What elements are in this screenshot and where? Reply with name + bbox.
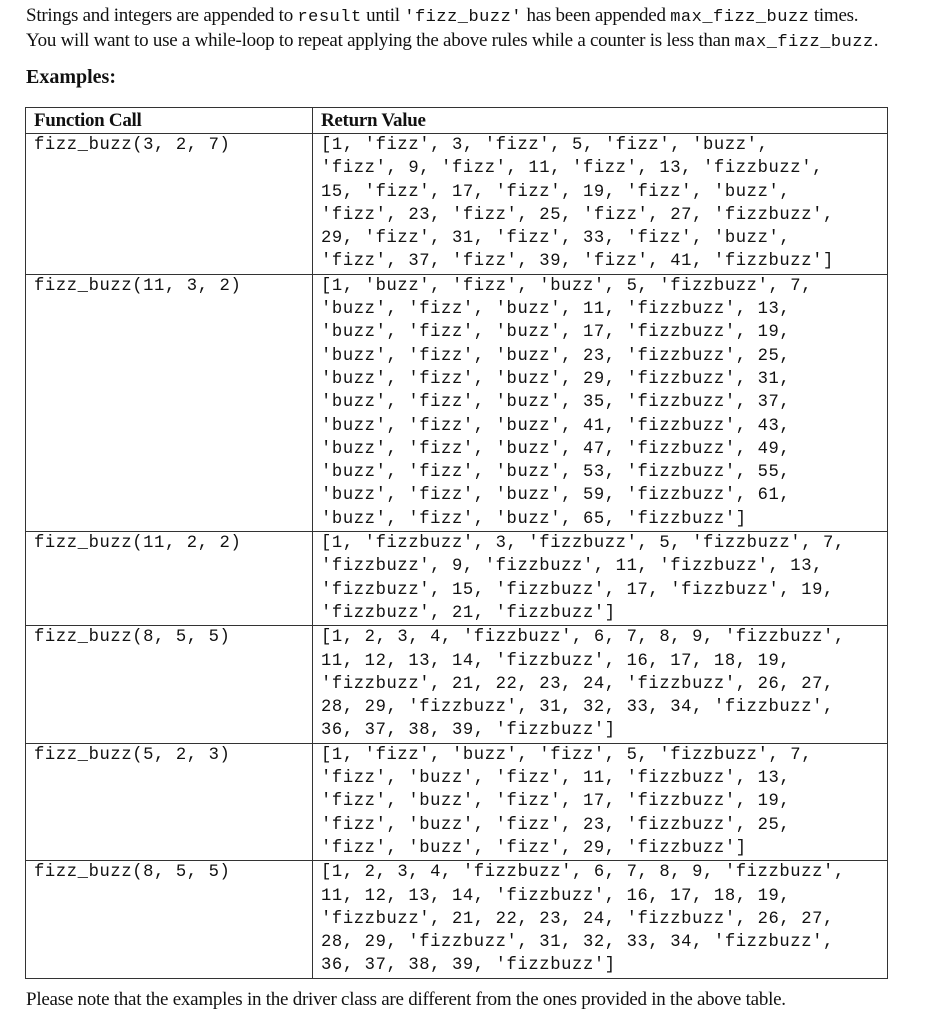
intro-text: until xyxy=(361,5,405,26)
table-row xyxy=(26,626,888,743)
header-function-call: Function Call xyxy=(26,108,313,134)
function-call-cell: fizz_buzz(8, 5, 5) xyxy=(26,626,313,743)
function-call-cell: fizz_buzz(8, 5, 5) xyxy=(26,861,313,978)
code-fizz-buzz-string: 'fizz_buzz' xyxy=(404,8,522,27)
return-value-cell: [1, 'buzz', 'fizz', 'buzz', 5, 'fizzbuzz', 7, 'buzz', 'fizz', 'buzz', 11, 'fizzbuzz', 13, 'buzz', 'fizz', 'buzz', 17, 'fizzbuzz', 19, 'buzz', 'fizz', 'buzz', 23, 'fizzbuzz', 25, 'buzz', 'fizz', 'buzz', 29, 'fizzbuzz', 31, 'buzz', 'fizz', 'buzz', 35, 'fizzbuzz', 37, 'buzz', 'fizz', 'buzz', 41, 'fizzbuzz', 43, 'buzz', 'fizz', 'buzz', 47, 'fizzbuzz', 49, 'buzz', 'fizz', 'buzz', 53, 'fizzbuzz', 55, 'buzz', 'fizz', 'buzz', 59, 'fizzbuzz', 61, 'buzz', 'fizz', 'buzz', 65, 'fizzbuzz'] xyxy=(313,274,888,531)
table-row xyxy=(26,743,888,860)
table-header-row xyxy=(26,108,888,134)
function-call-cell: fizz_buzz(3, 2, 7) xyxy=(26,134,313,275)
examples-table xyxy=(25,107,888,979)
intro-paragraph xyxy=(26,4,914,54)
function-call-cell: fizz_buzz(5, 2, 3) xyxy=(26,743,313,860)
table-row xyxy=(26,861,888,978)
intro-line-2 xyxy=(26,29,914,54)
table-row xyxy=(26,134,888,275)
return-value-cell: [1, 2, 3, 4, 'fizzbuzz', 6, 7, 8, 9, 'fizzbuzz', 11, 12, 13, 14, 'fizzbuzz', 16, 17, 18, 19, 'fizzbuzz', 21, 22, 23, 24, 'fizzbuzz', 26, 27, 28, 29, 'fizzbuzz', 31, 32, 33, 34, 'fizzbuzz', 36, 37, 38, 39, 'fizzbuzz'] xyxy=(313,861,888,978)
intro-text: . xyxy=(873,30,879,51)
function-call-cell: fizz_buzz(11, 3, 2) xyxy=(26,274,313,531)
header-return-value: Return Value xyxy=(313,108,888,134)
intro-text: times. xyxy=(809,5,859,26)
code-result: result xyxy=(297,8,362,27)
function-call-cell: fizz_buzz(11, 2, 2) xyxy=(26,532,313,626)
table-row xyxy=(26,274,888,531)
intro-text: Strings and integers are appended to xyxy=(26,5,298,26)
intro-text: has been appended xyxy=(521,5,671,26)
return-value-cell: [1, 'fizz', 3, 'fizz', 5, 'fizz', 'buzz', 'fizz', 9, 'fizz', 11, 'fizz', 13, 'fizzbuzz', 15, 'fizz', 17, 'fizz', 19, 'fizz', 'buzz', 'fizz', 23, 'fizz', 25, 'fizz', 27, 'fizzbuzz', 29, 'fizz', 31, 'fizz', 33, 'fizz', 'buzz', 'fizz', 37, 'fizz', 39, 'fizz', 41, 'fizzbuzz'] xyxy=(313,134,888,275)
return-value-cell: [1, 'fizzbuzz', 3, 'fizzbuzz', 5, 'fizzbuzz', 7, 'fizzbuzz', 9, 'fizzbuzz', 11, 'fizzbuzz', 13, 'fizzbuzz', 15, 'fizzbuzz', 17, 'fizzbuzz', 19, 'fizzbuzz', 21, 'fizzbuzz'] xyxy=(313,532,888,626)
examples-heading: Examples: xyxy=(26,66,116,88)
code-max-fizz-buzz: max_fizz_buzz xyxy=(670,8,810,27)
return-value-cell: [1, 2, 3, 4, 'fizzbuzz', 6, 7, 8, 9, 'fizzbuzz', 11, 12, 13, 14, 'fizzbuzz', 16, 17, 18, 19, 'fizzbuzz', 21, 22, 23, 24, 'fizzbuzz', 26, 27, 28, 29, 'fizzbuzz', 31, 32, 33, 34, 'fizzbuzz', 36, 37, 38, 39, 'fizzbuzz'] xyxy=(313,626,888,743)
table-row xyxy=(26,532,888,626)
return-value-cell: [1, 'fizz', 'buzz', 'fizz', 5, 'fizzbuzz', 7, 'fizz', 'buzz', 'fizz', 11, 'fizzbuzz', 13, 'fizz', 'buzz', 'fizz', 17, 'fizzbuzz', 19, 'fizz', 'buzz', 'fizz', 23, 'fizzbuzz', 25, 'fizz', 'buzz', 'fizz', 29, 'fizzbuzz'] xyxy=(313,743,888,860)
footer-note: Please note that the examples in the driver class are different from the ones provided in the above table. xyxy=(26,989,786,1010)
intro-text: You will want to use a while-loop to repeat applying the above rules while a counter is less than xyxy=(26,30,735,51)
intro-line-1 xyxy=(26,4,914,29)
code-max-fizz-buzz: max_fizz_buzz xyxy=(734,33,874,52)
